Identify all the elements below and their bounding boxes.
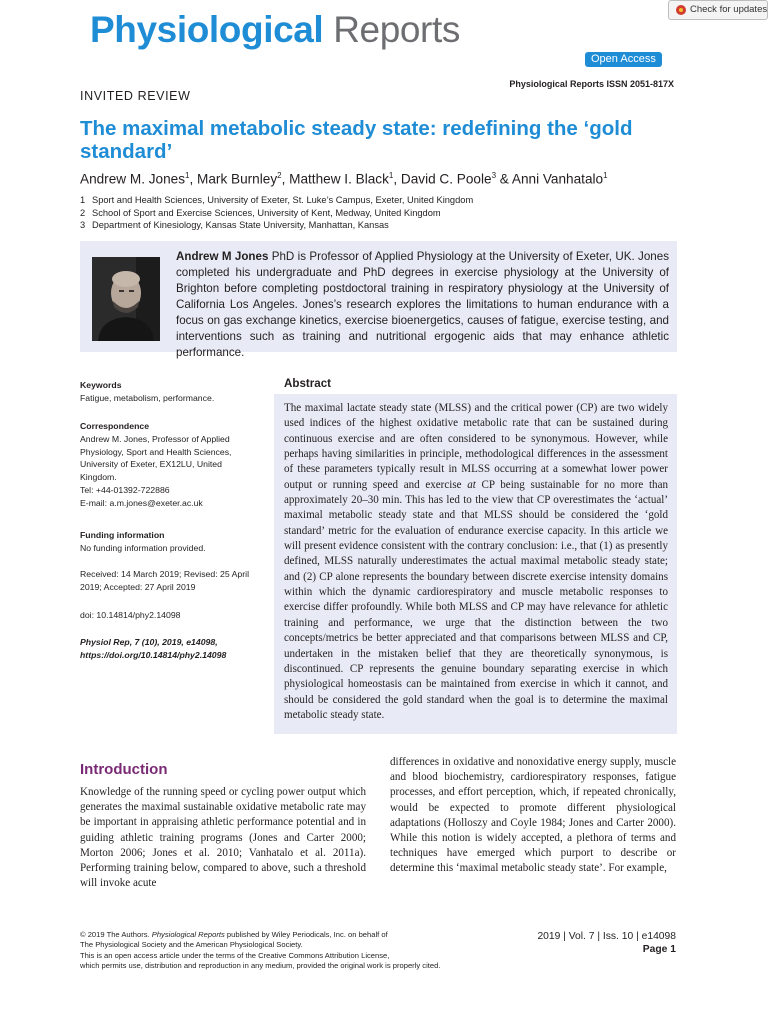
affiliation-item xyxy=(80,207,473,220)
page-number: Page 1 xyxy=(642,944,676,955)
check-for-updates-button[interactable] xyxy=(668,0,768,20)
article-dates: Received: 14 March 2019; Revised: 25 April 2019; Accepted: 27 April 2019 xyxy=(80,569,250,592)
affiliation-number: 3 xyxy=(80,220,86,231)
affiliation-number: 1 xyxy=(80,195,86,205)
license-line-1 xyxy=(80,930,510,940)
correspondence-section xyxy=(80,420,256,510)
license-journal-name: Physiological Reports xyxy=(151,930,225,939)
journal-title-bold: Physiological xyxy=(90,9,324,50)
bio-author-name: Andrew M Jones xyxy=(176,250,269,263)
keywords-heading: Keywords xyxy=(80,380,122,390)
funding-section xyxy=(80,529,260,555)
crossmark-icon xyxy=(676,5,686,15)
author-bio-text xyxy=(176,249,669,361)
abstract-text xyxy=(284,401,668,723)
affiliation-list xyxy=(80,194,473,232)
author-separator: , xyxy=(393,171,401,187)
body-column-right: differences in oxidative and nonoxidative energy supply, muscle and blood biochemistry, cardiorespiratory responses, fatigue processes, and effort perception, which, if repeated chronically, would be expected to promote different physiological adaptations (Holloszy and Coyle 1984; Jones and Carter 2000). While this notion is widely accepted, a plethora of terms and techniques have emerged which purport to describe or determine this ‘maximal metabolic steady state’. For example, xyxy=(390,756,676,875)
correspondence-email[interactable]: E-mail: a.m.jones@exeter.ac.uk xyxy=(80,497,203,508)
author-name: Matthew I. Black xyxy=(289,171,389,187)
affiliation-item xyxy=(80,194,473,207)
abstract-box xyxy=(274,394,677,734)
license-line-4: which permits use, distribution and reproduction in any medium, provided the original work is properly cited. xyxy=(80,960,441,970)
affiliation-text: Sport and Health Sciences, University of Exeter, St. Luke’s Campus, Exeter, United Kingdom xyxy=(92,195,474,205)
author-list xyxy=(80,171,608,187)
article-section: INVITED REVIEW xyxy=(80,89,191,103)
author-name: Anni Vanhatalo xyxy=(511,171,604,187)
check-updates-label: Check for updates xyxy=(690,4,768,15)
bio-body: PhD is Professor of Applied Physiology at the University of Exeter, UK. Jones completed his undergraduate and PhD degrees in exercise physiology at the University of Brighton before completing postdoctoral training in respiratory physiology at the University of California Los Angeles. Jones’s research explores the limitations to human endurance with a focus on gas exchange kinetics, exercise bioenergetics, causes of fatigue, exercise testing, and interventions such as training and nutritional ergogenic aids that may enhance athletic performance. xyxy=(176,250,669,359)
author-affiliation-marker: 1 xyxy=(388,171,394,180)
funding-heading: Funding information xyxy=(80,530,165,540)
journal-title xyxy=(90,6,460,54)
author-separator: & xyxy=(496,171,512,187)
affiliation-item xyxy=(80,219,473,232)
abstract-part-2: CP being sustainable for no more than approximately 20–30 min. This has led to the view that CP overestimates the ‘actual’ maximal metabolic steady state and that MLSS should be considered the ‘gold standard’ metric for the evaluation of endurance exercise capacity. In this article we will present evidence consistent with the contrary conclusion: i.e., that (1) as presently defined, MLSS naturally underestimates the actual maximal metabolic steady state; and (2) CP alone represents the boundary between discrete exercise intensity domains within which the dynamic cardiorespiratory and muscle metabolic responses to exercise differ profoundly. While both MLSS and CP may have relevance for athletic training and performance, we urge that the distinction between the two concepts/metrics be better appreciated and that comparisons between MLSS and CP, undertaken in the mistaken belief that they are theoretically synonymous, is discontinued. CP represents the genuine boundary separating exercise in which physiological homeostasis can be maintained from exercise in which it cannot, and should be considered the gold standard when the goal is to determine the maximal metabolic steady state. xyxy=(284,478,668,721)
affiliation-number: 2 xyxy=(80,207,86,218)
volume-info: 2019 | Vol. 7 | Iss. 10 | e14098 xyxy=(537,931,676,942)
license-footer xyxy=(80,930,510,971)
author-affiliation-marker: 1 xyxy=(603,171,608,180)
article-citation[interactable]: Physiol Rep, 7 (10), 2019, e14098, https://doi.org/10.14814/phy2.14098 xyxy=(80,637,227,660)
abstract-emphasis: at xyxy=(467,478,476,491)
keywords-text: Fatigue, metabolism, performance. xyxy=(80,392,215,403)
abstract-part-1: The maximal lactate steady state (MLSS) and the critical power (CP) are two widely used indices of the highest oxidative metabolic rate that can be sustained during continuous exercise and are often considered to be synonymous. However, while perhaps having similarities in principle, methodological differences in the assessment of these parameters typically result in MLSS occurring at a somewhat lower power output or running speed and exercise xyxy=(284,402,668,491)
correspondence-text: Andrew M. Jones, Professor of Applied Physiology, Sport and Health Sciences, University of Exeter, EX12LU, United Kingdom. xyxy=(80,433,232,483)
author-name: David C. Poole xyxy=(400,171,492,187)
affiliation-text: School of Sport and Exercise Sciences, University of Kent, Medway, United Kingdom xyxy=(92,207,441,218)
issue-info xyxy=(537,930,676,956)
author-affiliation-marker: 3 xyxy=(491,171,497,180)
author-name: Mark Burnley xyxy=(197,171,278,187)
keywords-section xyxy=(80,379,260,405)
article-doi[interactable]: doi: 10.14814/phy2.14098 xyxy=(80,610,181,620)
open-access-badge: Open Access xyxy=(585,52,662,67)
affiliation-text: Department of Kinesiology, Kansas State University, Manhattan, Kansas xyxy=(92,220,389,231)
journal-title-light: Reports xyxy=(323,9,460,50)
author-separator: , xyxy=(281,171,290,187)
author-bio-box xyxy=(80,241,677,359)
journal-issn: Physiological Reports ISSN 2051-817X xyxy=(509,79,674,89)
author-name: Andrew M. Jones xyxy=(80,171,186,187)
license-line-3: This is an open access article under the terms of the Creative Commons Attribution License, xyxy=(80,950,390,960)
license-line-1a: © 2019 The Authors. xyxy=(80,930,152,939)
funding-text: No funding information provided. xyxy=(80,542,206,553)
author-affiliation-marker: 2 xyxy=(277,171,282,180)
license-line-1b: published by Wiley Periodicals, Inc. on behalf of xyxy=(224,930,388,939)
author-affiliation-marker: 1 xyxy=(185,171,190,180)
introduction-heading: Introduction xyxy=(80,761,168,778)
article-title: The maximal metabolic steady state: redefining the ‘gold standard’ xyxy=(80,117,633,163)
author-separator: , xyxy=(189,171,198,187)
license-line-2: The Physiological Society and the American Physiological Society. xyxy=(80,940,303,950)
correspondence-heading: Correspondence xyxy=(80,421,150,431)
body-column-left: Knowledge of the running speed or cycling power output which generates the maximal sustainable oxidative metabolic rate may be important in appraising athletic performance potential and in guiding athletic training programs (Jones and Carter 2000; Morton 2006; Jones et al. 2010; Vanhatalo et al. 2011a). Performing training below, compared to above, such a threshold will invoke acute xyxy=(80,786,366,890)
abstract-heading: Abstract xyxy=(284,377,332,390)
correspondence-tel: Tel: +44-01392-722886 xyxy=(80,484,170,495)
author-photo xyxy=(92,257,160,341)
